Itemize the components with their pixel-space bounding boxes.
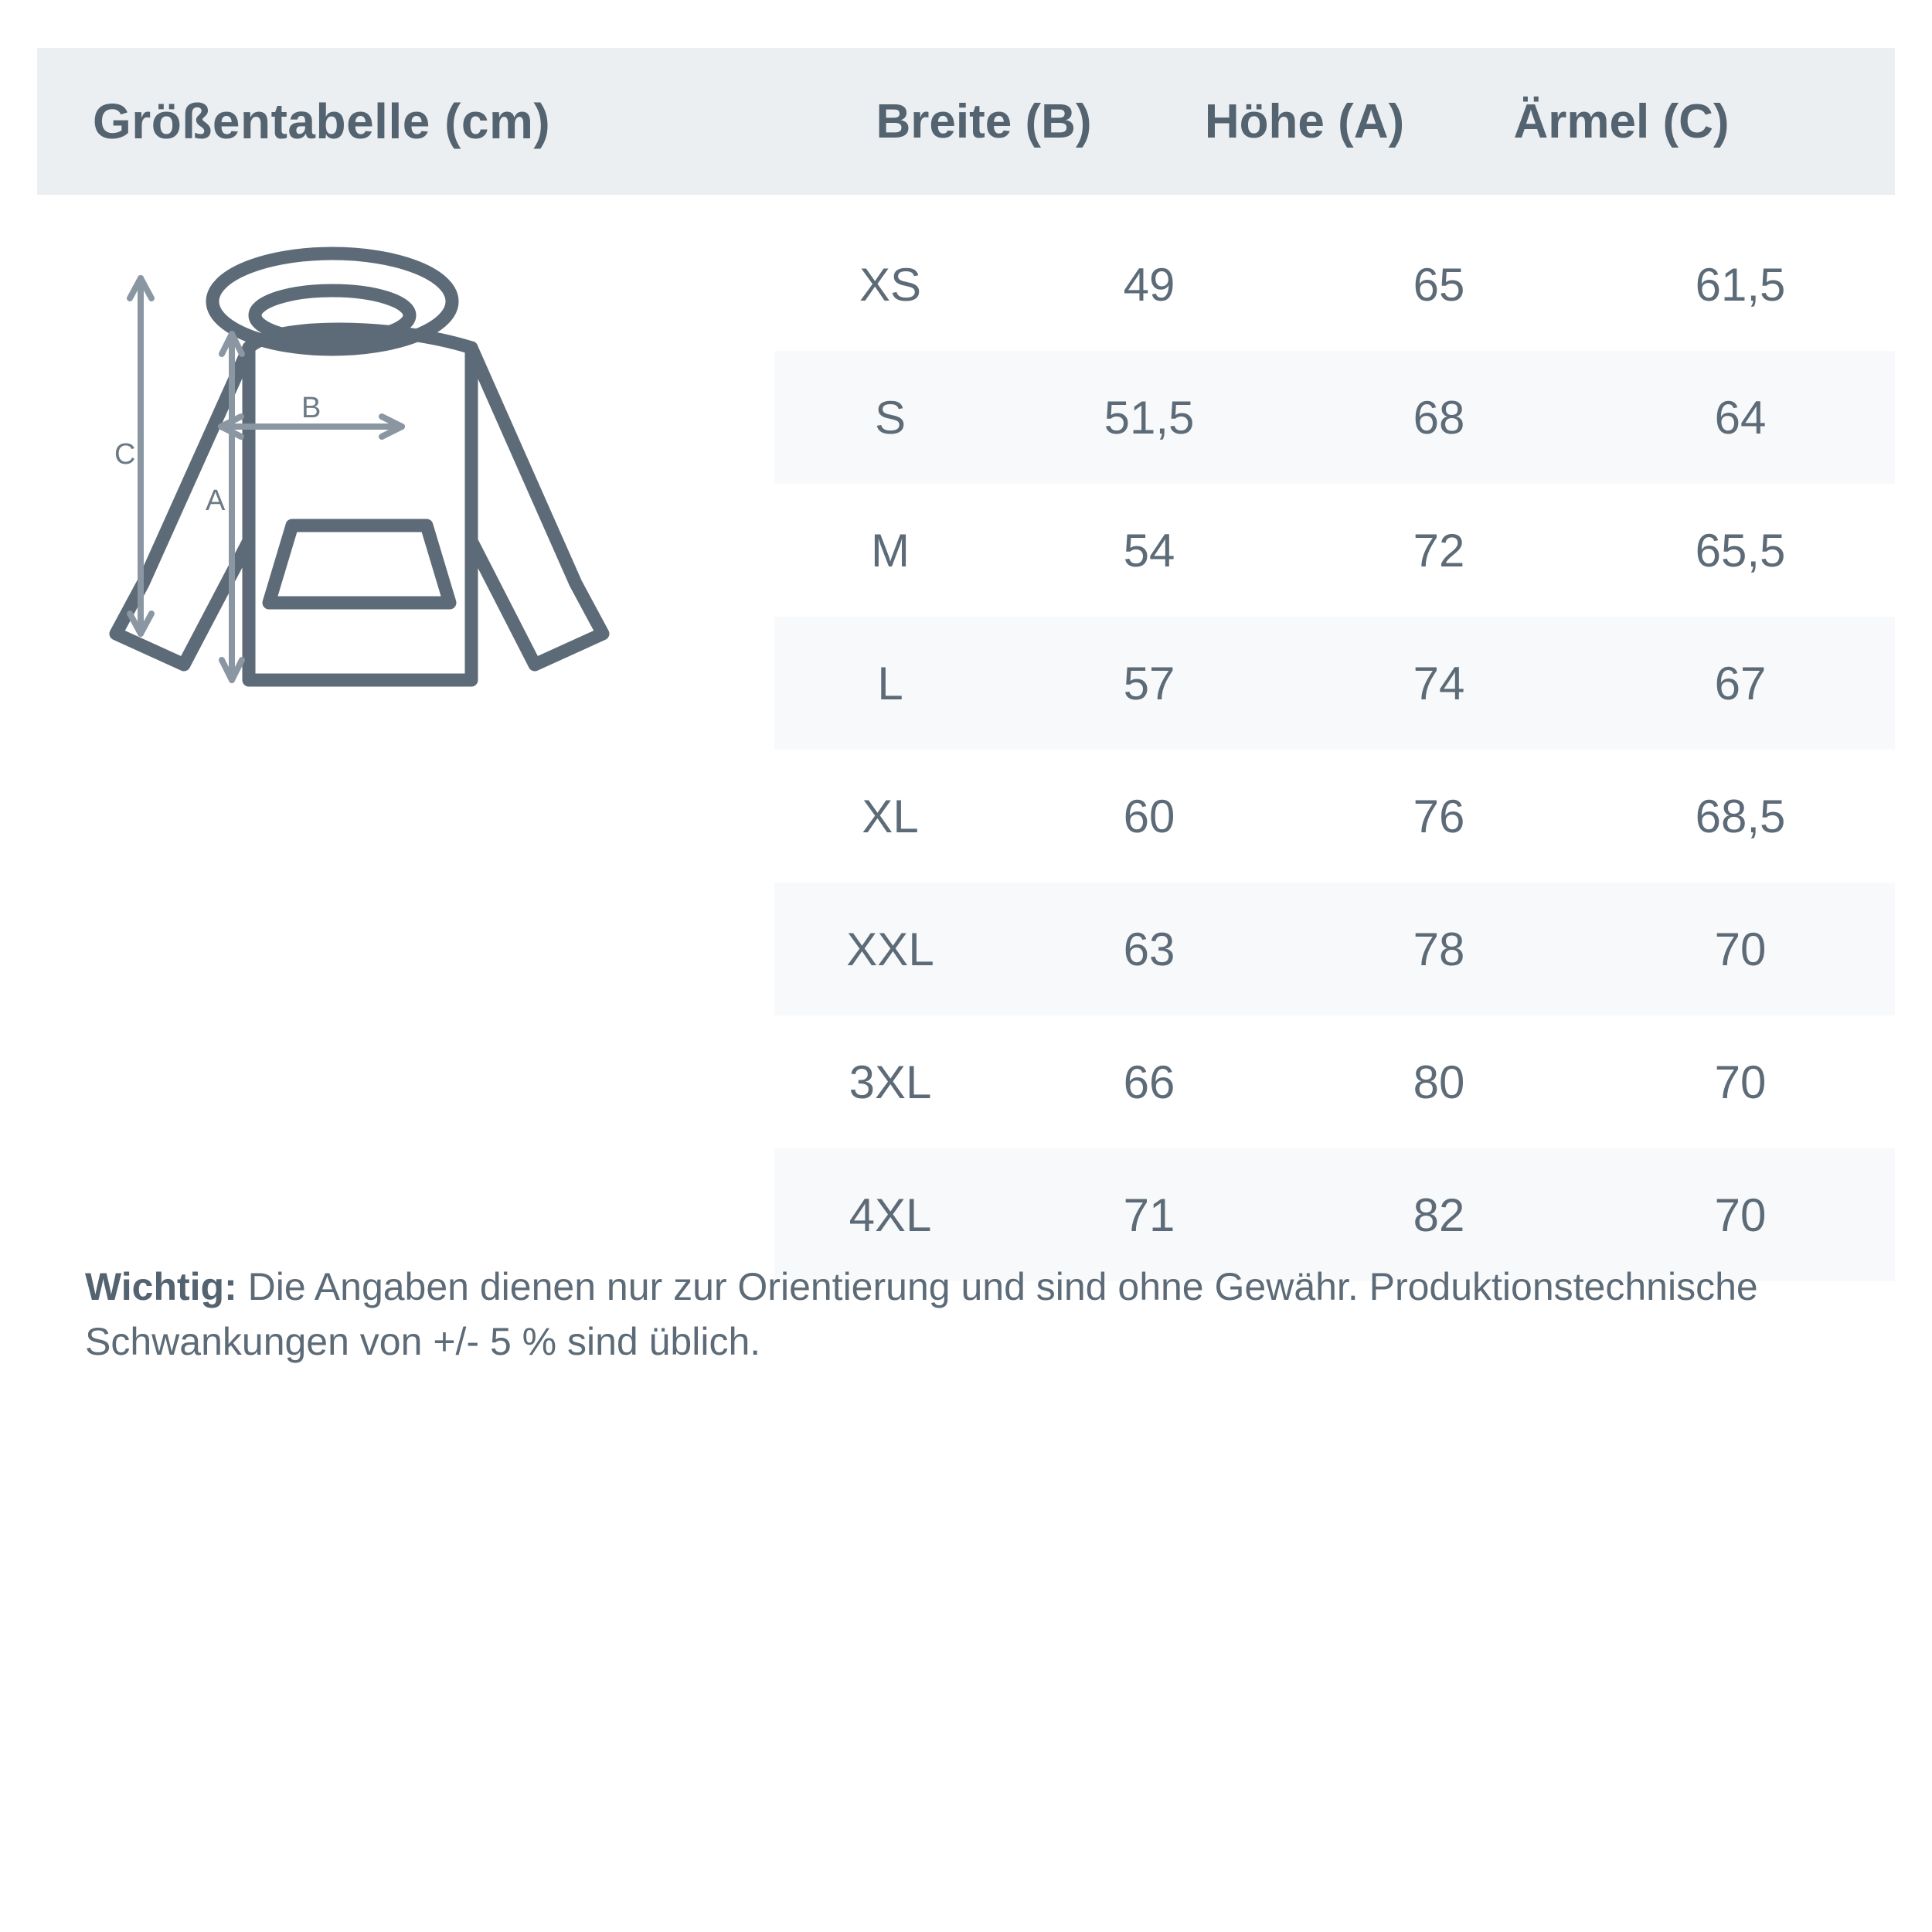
size-table	[774, 218, 1895, 1281]
size-table-body	[774, 218, 1895, 1281]
cell-height: 74	[1413, 657, 1465, 709]
cell-sleeve: 70	[1714, 1189, 1767, 1241]
label-sleeve: C	[114, 438, 136, 471]
cell-height: 72	[1413, 524, 1465, 577]
cell-sleeve: 61,5	[1695, 258, 1786, 311]
table-row	[774, 218, 1895, 351]
cell-width: 51,5	[1104, 391, 1195, 444]
header-col-width: Breite (B)	[876, 94, 1092, 148]
footnote	[85, 1260, 1862, 1369]
cell-width: 63	[1123, 923, 1175, 975]
label-height: A	[206, 485, 226, 517]
cell-size: 4XL	[849, 1189, 932, 1241]
cell-height: 82	[1413, 1189, 1465, 1241]
footnote-label: Wichtig:	[85, 1265, 237, 1308]
table-row	[774, 750, 1895, 883]
size-chart-header	[37, 48, 1895, 195]
cell-height: 80	[1413, 1056, 1465, 1108]
table-row	[774, 1015, 1895, 1148]
cell-size: XL	[862, 790, 919, 842]
header-col-height: Höhe (A)	[1204, 94, 1405, 148]
cell-height: 68	[1413, 391, 1465, 444]
cell-width: 71	[1123, 1189, 1175, 1241]
cell-sleeve: 64	[1714, 391, 1767, 444]
cell-width: 57	[1123, 657, 1175, 709]
table-row	[774, 484, 1895, 617]
footnote-text: Die Angaben dienen nur zur Orientierung und sind ohne Gewähr. Produktionstechnische Schwankungen von +/- 5 % sind üblich.	[85, 1265, 1758, 1363]
cell-sleeve: 70	[1714, 1056, 1767, 1108]
cell-sleeve: 70	[1714, 923, 1767, 975]
cell-sleeve: 65,5	[1695, 524, 1786, 577]
cell-size: XS	[859, 258, 922, 311]
table-row	[774, 351, 1895, 484]
cell-width: 54	[1123, 524, 1175, 577]
table-row	[774, 883, 1895, 1015]
cell-sleeve: 68,5	[1695, 790, 1786, 842]
cell-size: M	[871, 524, 910, 577]
hoodie-measurement-diagram	[70, 232, 765, 842]
cell-size: S	[874, 391, 906, 444]
table-row	[774, 617, 1895, 750]
cell-size: L	[877, 657, 903, 709]
cell-sleeve: 67	[1714, 657, 1767, 709]
cell-height: 76	[1413, 790, 1465, 842]
cell-width: 66	[1123, 1056, 1175, 1108]
header-column-group	[818, 94, 1895, 149]
cell-width: 60	[1123, 790, 1175, 842]
cell-height: 78	[1413, 923, 1465, 975]
cell-width: 49	[1123, 258, 1175, 311]
cell-size: 3XL	[849, 1056, 932, 1108]
cell-size: XXL	[846, 923, 934, 975]
header-col-sleeve: Ärmel (C)	[1513, 94, 1730, 148]
cell-height: 65	[1413, 258, 1465, 311]
page-title: Größentabelle (cm)	[93, 94, 551, 149]
label-width: B	[301, 392, 321, 424]
